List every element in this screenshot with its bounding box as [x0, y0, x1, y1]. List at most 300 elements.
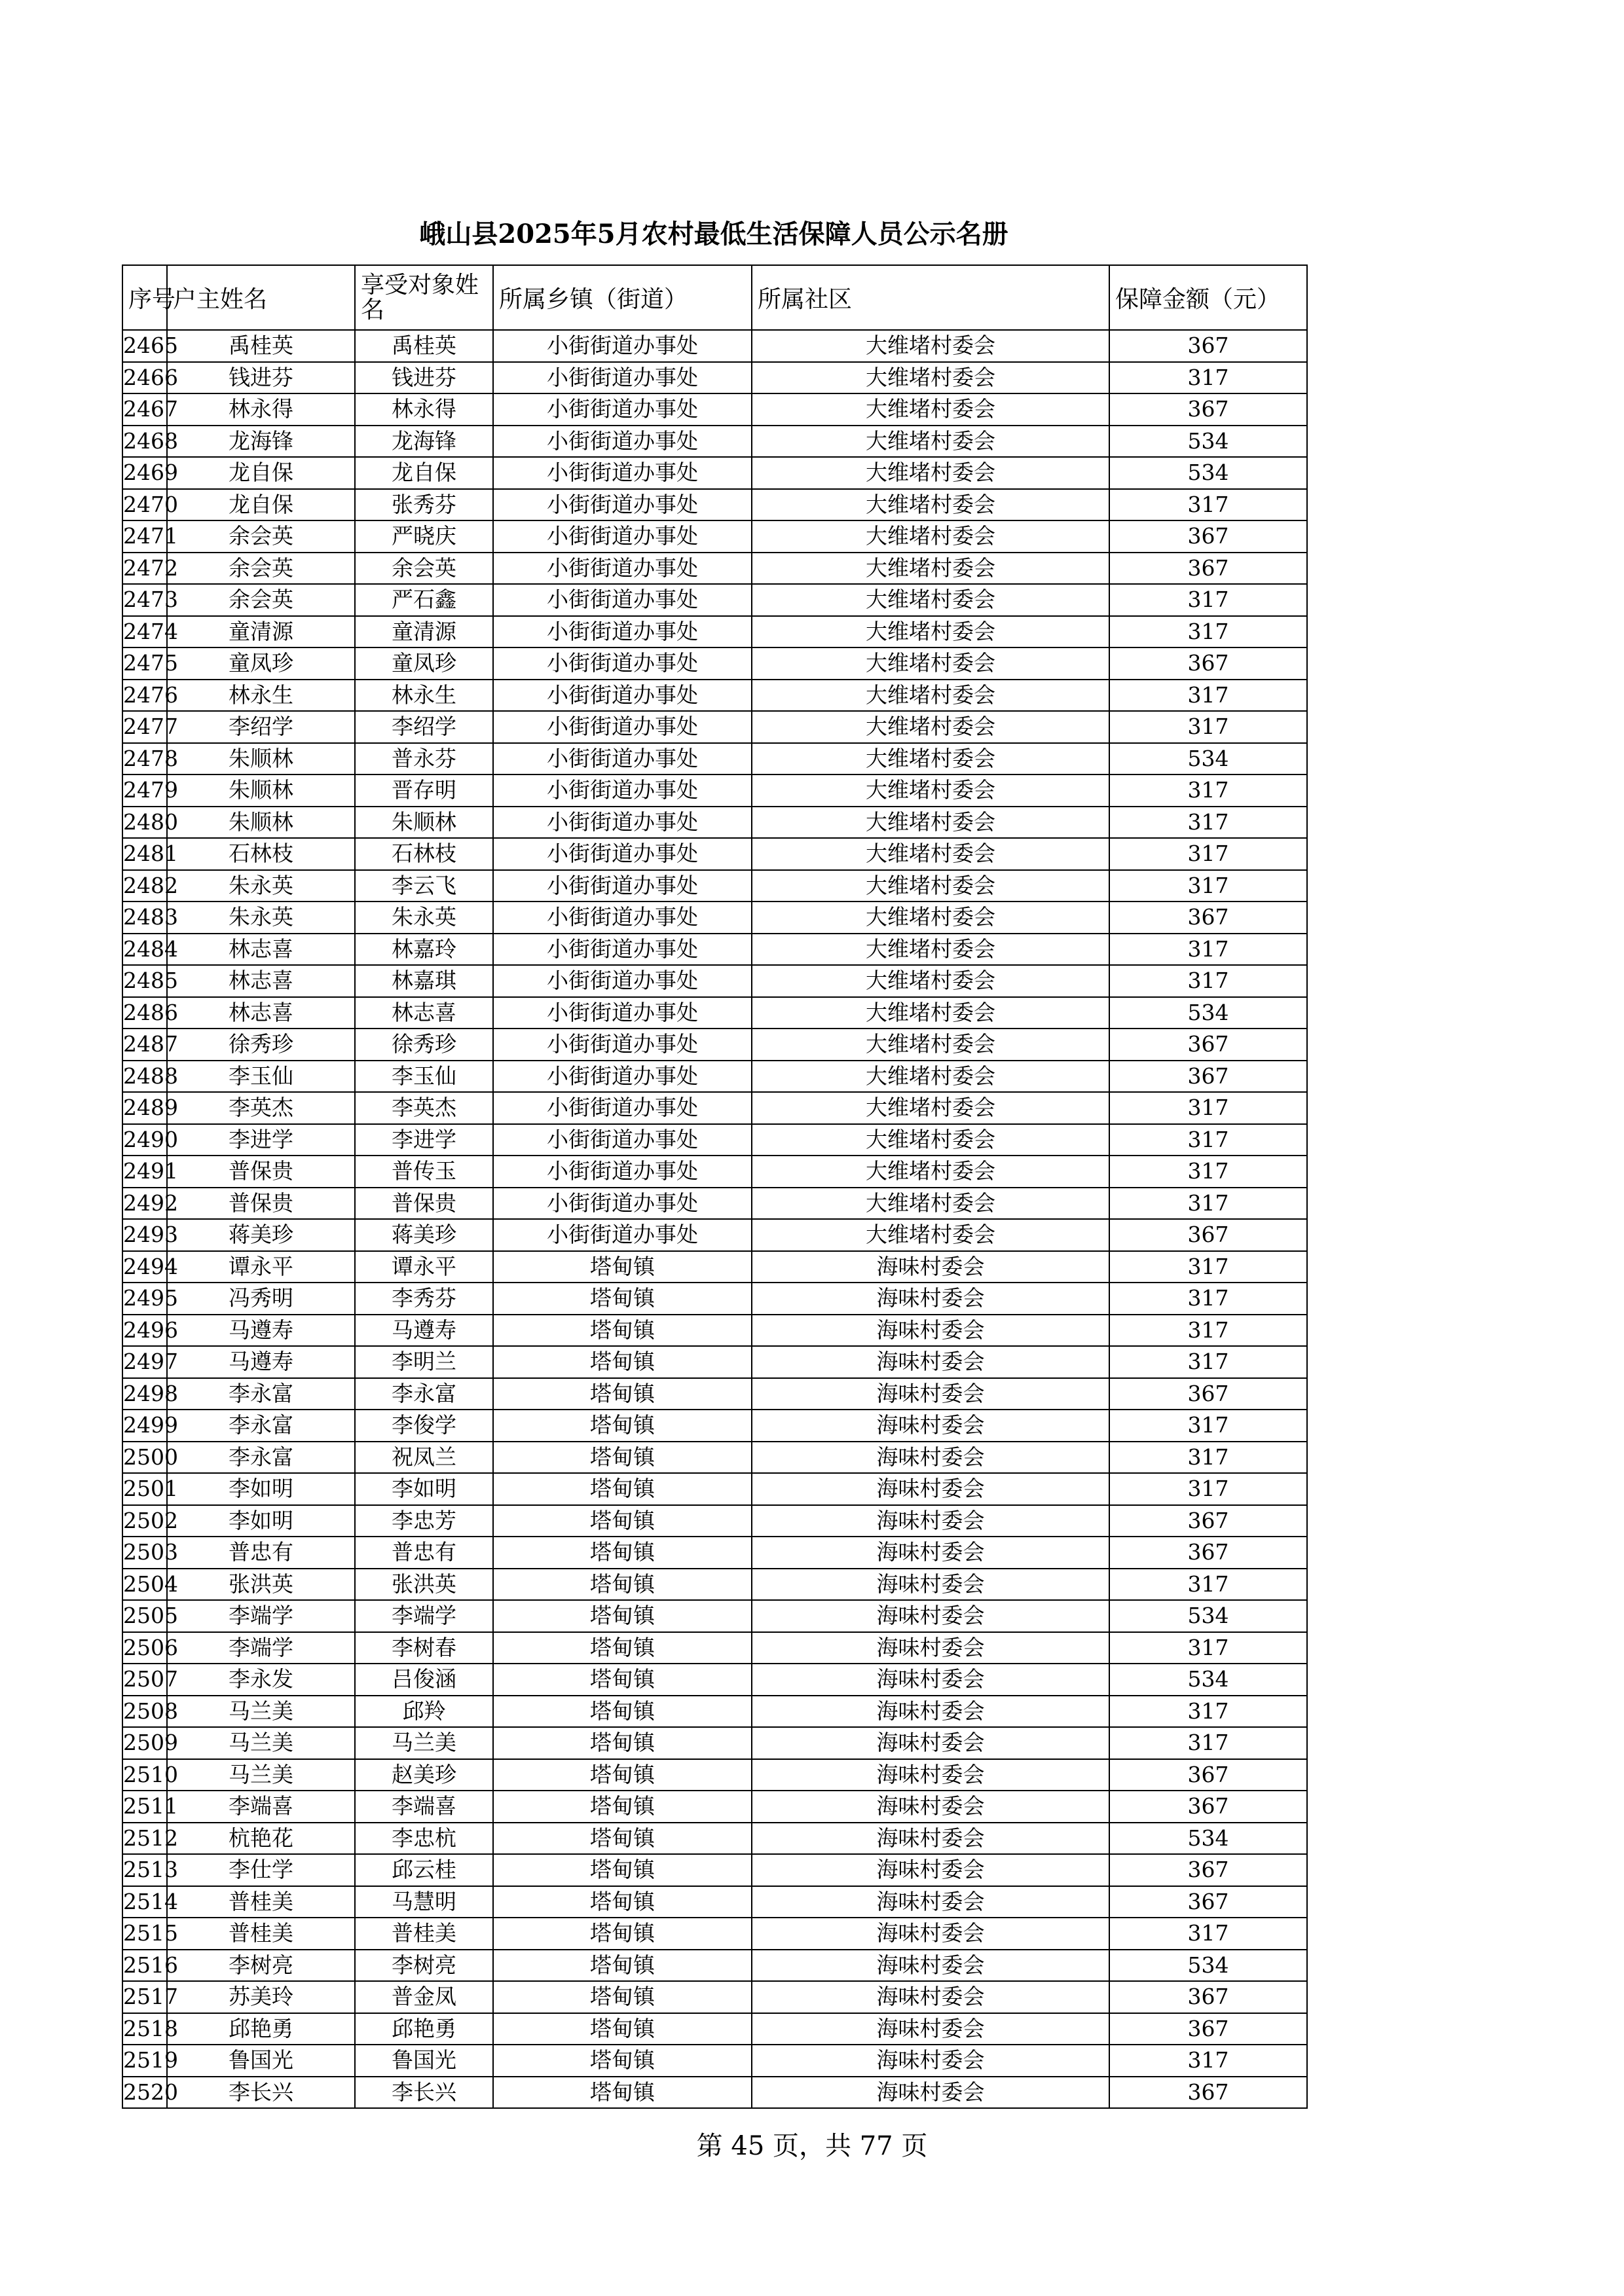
table-row — [122, 2077, 1307, 2109]
table-row — [122, 680, 1307, 712]
amount-cell: 534 — [1109, 1823, 1307, 1855]
table-header — [122, 265, 1307, 330]
recipient-table — [122, 264, 1308, 2109]
beneficiary-cell: 钱进芬 — [355, 362, 493, 394]
household-head-cell: 林志喜 — [167, 934, 355, 966]
beneficiary-cell: 龙自保 — [355, 457, 493, 489]
serial-number-cell: 2518 — [122, 2013, 167, 2045]
community-cell: 海味村委会 — [752, 1950, 1109, 1982]
township-cell: 塔甸镇 — [493, 1950, 752, 1982]
household-head-cell: 钱进芬 — [167, 362, 355, 394]
serial-number-cell: 2485 — [122, 965, 167, 997]
household-head-cell: 普保贵 — [167, 1156, 355, 1188]
township-cell: 小街街道办事处 — [493, 647, 752, 680]
household-head-cell: 冯秀明 — [167, 1283, 355, 1315]
township-cell: 塔甸镇 — [493, 1346, 752, 1378]
serial-number-cell: 2520 — [122, 2077, 167, 2109]
serial-number-cell: 2489 — [122, 1092, 167, 1124]
beneficiary-cell: 李绍学 — [355, 711, 493, 743]
household-head-cell: 鲁国光 — [167, 2045, 355, 2077]
community-cell: 海味村委会 — [752, 1378, 1109, 1410]
household-head-cell: 余会英 — [167, 520, 355, 553]
beneficiary-cell: 禹桂英 — [355, 330, 493, 362]
community-cell: 大维堵村委会 — [752, 680, 1109, 712]
beneficiary-cell: 李明兰 — [355, 1346, 493, 1378]
serial-number-cell: 2470 — [122, 489, 167, 521]
table-row — [122, 520, 1307, 553]
serial-number-cell: 2499 — [122, 1410, 167, 1442]
amount-cell: 317 — [1109, 1696, 1307, 1728]
table-row — [122, 2045, 1307, 2077]
amount-cell: 317 — [1109, 362, 1307, 394]
beneficiary-cell: 李端学 — [355, 1600, 493, 1632]
household-head-cell: 杭艳花 — [167, 1823, 355, 1855]
beneficiary-cell: 李树亮 — [355, 1950, 493, 1982]
beneficiary-cell: 李忠杭 — [355, 1823, 493, 1855]
community-cell: 海味村委会 — [752, 1442, 1109, 1474]
amount-cell: 317 — [1109, 1473, 1307, 1505]
amount-cell: 317 — [1109, 489, 1307, 521]
header-subsidy-amount: 保障金额（元） — [1109, 265, 1307, 330]
household-head-cell: 余会英 — [167, 584, 355, 616]
township-cell: 小街街道办事处 — [493, 1124, 752, 1156]
serial-number-cell: 2488 — [122, 1061, 167, 1093]
community-cell: 大维堵村委会 — [752, 1156, 1109, 1188]
township-cell: 塔甸镇 — [493, 1696, 752, 1728]
community-cell: 海味村委会 — [752, 1600, 1109, 1632]
township-cell: 小街街道办事处 — [493, 965, 752, 997]
table-row — [122, 934, 1307, 966]
community-cell: 海味村委会 — [752, 1727, 1109, 1759]
table-row — [122, 838, 1307, 870]
community-cell: 海味村委会 — [752, 1346, 1109, 1378]
community-cell: 海味村委会 — [752, 1664, 1109, 1696]
serial-number-cell: 2484 — [122, 934, 167, 966]
serial-number-cell: 2478 — [122, 743, 167, 775]
township-cell: 小街街道办事处 — [493, 838, 752, 870]
township-cell: 塔甸镇 — [493, 1378, 752, 1410]
beneficiary-cell: 李永富 — [355, 1378, 493, 1410]
amount-cell: 317 — [1109, 870, 1307, 902]
amount-cell: 317 — [1109, 1727, 1307, 1759]
township-cell: 塔甸镇 — [493, 1600, 752, 1632]
township-cell: 小街街道办事处 — [493, 680, 752, 712]
township-cell: 小街街道办事处 — [493, 934, 752, 966]
community-cell: 海味村委会 — [752, 1759, 1109, 1791]
table-row — [122, 426, 1307, 458]
table-row — [122, 1950, 1307, 1982]
amount-cell: 317 — [1109, 1918, 1307, 1950]
township-cell: 小街街道办事处 — [493, 393, 752, 426]
serial-number-cell: 2469 — [122, 457, 167, 489]
table-row — [122, 553, 1307, 585]
township-cell: 小街街道办事处 — [493, 426, 752, 458]
amount-cell: 317 — [1109, 1442, 1307, 1474]
amount-cell: 317 — [1109, 1569, 1307, 1601]
township-cell: 塔甸镇 — [493, 1759, 752, 1791]
table-row — [122, 1124, 1307, 1156]
table-row — [122, 393, 1307, 426]
township-cell: 塔甸镇 — [493, 1727, 752, 1759]
beneficiary-cell: 龙海锋 — [355, 426, 493, 458]
serial-number-cell: 2492 — [122, 1188, 167, 1220]
header-row — [122, 265, 1307, 330]
amount-cell: 317 — [1109, 1346, 1307, 1378]
serial-number-cell: 2494 — [122, 1251, 167, 1283]
township-cell: 小街街道办事处 — [493, 1092, 752, 1124]
serial-number-cell: 2481 — [122, 838, 167, 870]
table-row — [122, 1029, 1307, 1061]
community-cell: 大维堵村委会 — [752, 902, 1109, 934]
serial-number-cell: 2497 — [122, 1346, 167, 1378]
township-cell: 塔甸镇 — [493, 1823, 752, 1855]
beneficiary-cell: 童清源 — [355, 616, 493, 648]
township-cell: 小街街道办事处 — [493, 1029, 752, 1061]
serial-number-cell: 2482 — [122, 870, 167, 902]
serial-number-cell: 2473 — [122, 584, 167, 616]
township-cell: 塔甸镇 — [493, 2077, 752, 2109]
community-cell: 海味村委会 — [752, 2013, 1109, 2045]
beneficiary-cell: 李进学 — [355, 1124, 493, 1156]
serial-number-cell: 2510 — [122, 1759, 167, 1791]
community-cell: 海味村委会 — [752, 1505, 1109, 1537]
amount-cell: 367 — [1109, 2077, 1307, 2109]
amount-cell: 367 — [1109, 330, 1307, 362]
household-head-cell: 禹桂英 — [167, 330, 355, 362]
table-row — [122, 1156, 1307, 1188]
amount-cell: 317 — [1109, 1632, 1307, 1664]
header-serial-number: 序号 — [122, 265, 167, 330]
township-cell: 塔甸镇 — [493, 1251, 752, 1283]
household-head-cell: 普桂美 — [167, 1886, 355, 1918]
household-head-cell: 林永生 — [167, 680, 355, 712]
table-row — [122, 584, 1307, 616]
community-cell: 大维堵村委会 — [752, 997, 1109, 1029]
amount-cell: 367 — [1109, 1505, 1307, 1537]
household-head-cell: 李永发 — [167, 1664, 355, 1696]
table-row — [122, 1188, 1307, 1220]
household-head-cell: 朱永英 — [167, 870, 355, 902]
community-cell: 大维堵村委会 — [752, 426, 1109, 458]
beneficiary-cell: 石林枝 — [355, 838, 493, 870]
amount-cell: 317 — [1109, 616, 1307, 648]
beneficiary-cell: 童凤珍 — [355, 647, 493, 680]
beneficiary-cell: 普金凤 — [355, 1981, 493, 2013]
header-township: 所属乡镇（街道） — [493, 265, 752, 330]
community-cell: 大维堵村委会 — [752, 520, 1109, 553]
community-cell: 大维堵村委会 — [752, 362, 1109, 394]
serial-number-cell: 2513 — [122, 1854, 167, 1886]
household-head-cell: 林志喜 — [167, 965, 355, 997]
table-row — [122, 1823, 1307, 1855]
amount-cell: 367 — [1109, 520, 1307, 553]
beneficiary-cell: 林嘉琪 — [355, 965, 493, 997]
township-cell: 小街街道办事处 — [493, 902, 752, 934]
serial-number-cell: 2500 — [122, 1442, 167, 1474]
township-cell: 小街街道办事处 — [493, 1188, 752, 1220]
township-cell: 小街街道办事处 — [493, 489, 752, 521]
table-row — [122, 870, 1307, 902]
table-row — [122, 1759, 1307, 1791]
serial-number-cell: 2475 — [122, 647, 167, 680]
township-cell: 塔甸镇 — [493, 1886, 752, 1918]
amount-cell: 367 — [1109, 1219, 1307, 1251]
household-head-cell: 苏美玲 — [167, 1981, 355, 2013]
household-head-cell: 马兰美 — [167, 1727, 355, 1759]
serial-number-cell: 2479 — [122, 774, 167, 807]
township-cell: 塔甸镇 — [493, 1283, 752, 1315]
household-head-cell: 余会英 — [167, 553, 355, 585]
beneficiary-cell: 普忠有 — [355, 1537, 493, 1569]
household-head-cell: 马遵寿 — [167, 1315, 355, 1347]
township-cell: 小街街道办事处 — [493, 616, 752, 648]
household-head-cell: 马遵寿 — [167, 1346, 355, 1378]
serial-number-cell: 2516 — [122, 1950, 167, 1982]
community-cell: 海味村委会 — [752, 1537, 1109, 1569]
community-cell: 大维堵村委会 — [752, 1092, 1109, 1124]
amount-cell: 534 — [1109, 997, 1307, 1029]
serial-number-cell: 2511 — [122, 1791, 167, 1823]
amount-cell: 367 — [1109, 1854, 1307, 1886]
document-title: 峨山县2025年5月农村最低生活保障人员公示名册 — [419, 219, 1008, 249]
table-row — [122, 1061, 1307, 1093]
community-cell: 海味村委会 — [752, 2045, 1109, 2077]
table-row — [122, 1886, 1307, 1918]
table-row — [122, 1854, 1307, 1886]
community-cell: 大维堵村委会 — [752, 1061, 1109, 1093]
beneficiary-cell: 马慧明 — [355, 1886, 493, 1918]
township-cell: 小街街道办事处 — [493, 362, 752, 394]
community-cell: 海味村委会 — [752, 1696, 1109, 1728]
beneficiary-cell: 祝凤兰 — [355, 1442, 493, 1474]
household-head-cell: 邱艳勇 — [167, 2013, 355, 2045]
township-cell: 塔甸镇 — [493, 1315, 752, 1347]
beneficiary-cell: 严石鑫 — [355, 584, 493, 616]
township-cell: 小街街道办事处 — [493, 1219, 752, 1251]
beneficiary-cell: 马兰美 — [355, 1727, 493, 1759]
serial-number-cell: 2474 — [122, 616, 167, 648]
amount-cell: 317 — [1109, 711, 1307, 743]
beneficiary-cell: 马遵寿 — [355, 1315, 493, 1347]
community-cell: 海味村委会 — [752, 1886, 1109, 1918]
amount-cell: 317 — [1109, 584, 1307, 616]
beneficiary-cell: 李云飞 — [355, 870, 493, 902]
table-row — [122, 1251, 1307, 1283]
table-row — [122, 1727, 1307, 1759]
household-head-cell: 朱顺林 — [167, 743, 355, 775]
header-household-head-name: 户主姓名 — [167, 265, 355, 330]
household-head-cell: 普保贵 — [167, 1188, 355, 1220]
serial-number-cell: 2508 — [122, 1696, 167, 1728]
serial-number-cell: 2477 — [122, 711, 167, 743]
beneficiary-cell: 李树春 — [355, 1632, 493, 1664]
serial-number-cell: 2483 — [122, 902, 167, 934]
beneficiary-cell: 赵美珍 — [355, 1759, 493, 1791]
household-head-cell: 李进学 — [167, 1124, 355, 1156]
community-cell: 海味村委会 — [752, 1632, 1109, 1664]
household-head-cell: 李英杰 — [167, 1092, 355, 1124]
amount-cell: 367 — [1109, 2013, 1307, 2045]
amount-cell: 534 — [1109, 457, 1307, 489]
household-head-cell: 马兰美 — [167, 1696, 355, 1728]
household-head-cell: 李绍学 — [167, 711, 355, 743]
amount-cell: 317 — [1109, 807, 1307, 839]
amount-cell: 367 — [1109, 1061, 1307, 1093]
township-cell: 塔甸镇 — [493, 1505, 752, 1537]
township-cell: 塔甸镇 — [493, 2013, 752, 2045]
community-cell: 大维堵村委会 — [752, 838, 1109, 870]
township-cell: 小街街道办事处 — [493, 807, 752, 839]
amount-cell: 317 — [1109, 1283, 1307, 1315]
table-row — [122, 1442, 1307, 1474]
table-row — [122, 1378, 1307, 1410]
amount-cell: 317 — [1109, 1315, 1307, 1347]
beneficiary-cell: 朱永英 — [355, 902, 493, 934]
serial-number-cell: 2480 — [122, 807, 167, 839]
household-head-cell: 李端学 — [167, 1600, 355, 1632]
community-cell: 大维堵村委会 — [752, 457, 1109, 489]
community-cell: 海味村委会 — [752, 1791, 1109, 1823]
amount-cell: 534 — [1109, 1600, 1307, 1632]
amount-cell: 317 — [1109, 934, 1307, 966]
beneficiary-cell: 张洪英 — [355, 1569, 493, 1601]
beneficiary-cell: 李秀芬 — [355, 1283, 493, 1315]
community-cell: 海味村委会 — [752, 1569, 1109, 1601]
amount-cell: 367 — [1109, 902, 1307, 934]
community-cell: 大维堵村委会 — [752, 934, 1109, 966]
township-cell: 塔甸镇 — [493, 1569, 752, 1601]
township-cell: 小街街道办事处 — [493, 457, 752, 489]
beneficiary-cell: 李玉仙 — [355, 1061, 493, 1093]
table-row — [122, 1696, 1307, 1728]
beneficiary-cell: 李忠芳 — [355, 1505, 493, 1537]
table-row — [122, 1791, 1307, 1823]
amount-cell: 534 — [1109, 1950, 1307, 1982]
table-row — [122, 457, 1307, 489]
community-cell: 海味村委会 — [752, 1981, 1109, 2013]
page-number-footer: 第 45 页，共 77 页 — [696, 2131, 928, 2161]
table-row — [122, 1632, 1307, 1664]
township-cell: 塔甸镇 — [493, 1473, 752, 1505]
community-cell: 大维堵村委会 — [752, 489, 1109, 521]
community-cell: 海味村委会 — [752, 1315, 1109, 1347]
serial-number-cell: 2487 — [122, 1029, 167, 1061]
serial-number-cell: 2504 — [122, 1569, 167, 1601]
amount-cell: 367 — [1109, 1029, 1307, 1061]
serial-number-cell: 2503 — [122, 1537, 167, 1569]
table-row — [122, 616, 1307, 648]
township-cell: 小街街道办事处 — [493, 774, 752, 807]
serial-number-cell: 2466 — [122, 362, 167, 394]
table-row — [122, 1315, 1307, 1347]
beneficiary-cell: 李如明 — [355, 1473, 493, 1505]
household-head-cell: 李长兴 — [167, 2077, 355, 2109]
serial-number-cell: 2490 — [122, 1124, 167, 1156]
community-cell: 大维堵村委会 — [752, 965, 1109, 997]
township-cell: 塔甸镇 — [493, 2045, 752, 2077]
serial-number-cell: 2495 — [122, 1283, 167, 1315]
beneficiary-cell: 林永生 — [355, 680, 493, 712]
beneficiary-cell: 普永芬 — [355, 743, 493, 775]
amount-cell: 317 — [1109, 680, 1307, 712]
community-cell: 大维堵村委会 — [752, 553, 1109, 585]
beneficiary-cell: 普传玉 — [355, 1156, 493, 1188]
beneficiary-cell: 林志喜 — [355, 997, 493, 1029]
table-row — [122, 743, 1307, 775]
community-cell: 海味村委会 — [752, 1410, 1109, 1442]
household-head-cell: 谭永平 — [167, 1251, 355, 1283]
table-row — [122, 1918, 1307, 1950]
township-cell: 塔甸镇 — [493, 1664, 752, 1696]
table-row — [122, 807, 1307, 839]
beneficiary-cell: 蒋美珍 — [355, 1219, 493, 1251]
beneficiary-cell: 李英杰 — [355, 1092, 493, 1124]
household-head-cell: 朱顺林 — [167, 774, 355, 807]
household-head-cell: 李永富 — [167, 1410, 355, 1442]
household-head-cell: 李端学 — [167, 1632, 355, 1664]
amount-cell: 367 — [1109, 647, 1307, 680]
community-cell: 海味村委会 — [752, 1473, 1109, 1505]
household-head-cell: 李仕学 — [167, 1854, 355, 1886]
table-row — [122, 1600, 1307, 1632]
community-cell: 海味村委会 — [752, 1283, 1109, 1315]
beneficiary-cell: 鲁国光 — [355, 2045, 493, 2077]
household-head-cell: 蒋美珍 — [167, 1219, 355, 1251]
household-head-cell: 李永富 — [167, 1442, 355, 1474]
serial-number-cell: 2506 — [122, 1632, 167, 1664]
serial-number-cell: 2472 — [122, 553, 167, 585]
amount-cell: 317 — [1109, 1124, 1307, 1156]
household-head-cell: 龙海锋 — [167, 426, 355, 458]
community-cell: 大维堵村委会 — [752, 1029, 1109, 1061]
household-head-cell: 李如明 — [167, 1473, 355, 1505]
amount-cell: 367 — [1109, 1378, 1307, 1410]
township-cell: 小街街道办事处 — [493, 997, 752, 1029]
household-head-cell: 李如明 — [167, 1505, 355, 1537]
serial-number-cell: 2512 — [122, 1823, 167, 1855]
household-head-cell: 龙自保 — [167, 457, 355, 489]
table-body — [122, 330, 1307, 2108]
table-row — [122, 1505, 1307, 1537]
table-row — [122, 1219, 1307, 1251]
beneficiary-cell: 林永得 — [355, 393, 493, 426]
household-head-cell: 李永富 — [167, 1378, 355, 1410]
community-cell: 大维堵村委会 — [752, 647, 1109, 680]
beneficiary-cell: 徐秀珍 — [355, 1029, 493, 1061]
table-row — [122, 1981, 1307, 2013]
header-beneficiary-name: 享受对象姓名 — [355, 265, 493, 330]
household-head-cell: 石林枝 — [167, 838, 355, 870]
township-cell: 小街街道办事处 — [493, 711, 752, 743]
table-row — [122, 647, 1307, 680]
community-cell: 大维堵村委会 — [752, 1124, 1109, 1156]
serial-number-cell: 2491 — [122, 1156, 167, 1188]
amount-cell: 534 — [1109, 743, 1307, 775]
beneficiary-cell: 严晓庆 — [355, 520, 493, 553]
township-cell: 塔甸镇 — [493, 1410, 752, 1442]
community-cell: 大维堵村委会 — [752, 393, 1109, 426]
amount-cell: 367 — [1109, 1791, 1307, 1823]
beneficiary-cell: 普桂美 — [355, 1918, 493, 1950]
household-head-cell: 马兰美 — [167, 1759, 355, 1791]
serial-number-cell: 2486 — [122, 997, 167, 1029]
township-cell: 小街街道办事处 — [493, 870, 752, 902]
household-head-cell: 徐秀珍 — [167, 1029, 355, 1061]
community-cell: 大维堵村委会 — [752, 870, 1109, 902]
community-cell: 大维堵村委会 — [752, 584, 1109, 616]
township-cell: 小街街道办事处 — [493, 553, 752, 585]
amount-cell: 534 — [1109, 426, 1307, 458]
